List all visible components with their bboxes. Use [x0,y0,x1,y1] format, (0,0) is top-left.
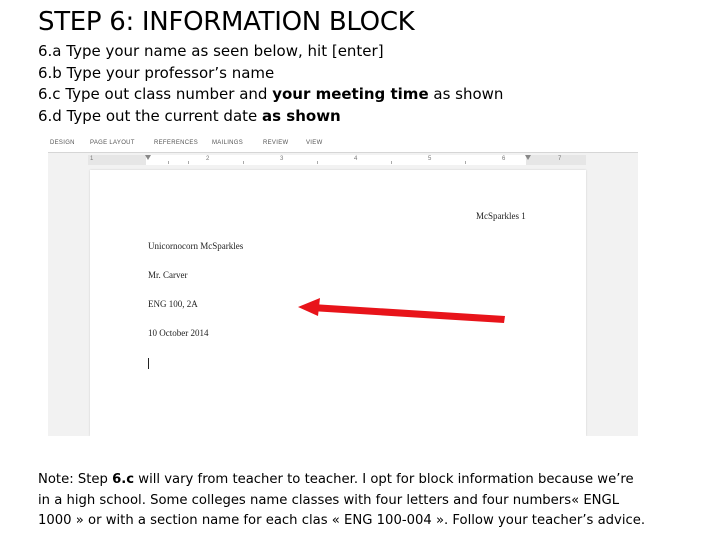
note-line-1 [38,470,718,491]
class-number-line: ENG 100, 2A [148,299,198,309]
ruler-tick [465,161,466,164]
ruler-tick [317,161,318,164]
red-arrow-icon [298,298,506,324]
note-line-3: 1000 » or with a section name for each clas « ENG 100-004 ». Follow your teacher’s advice. [38,513,646,528]
ruler-number: 7 [558,156,562,162]
word-screenshot [48,136,638,436]
date-line: 10 October 2014 [148,328,209,338]
ruler-number: 2 [206,156,210,162]
ruler-active-area [146,155,526,165]
note-step-ref: 6.c [112,472,135,487]
step-6d-text: 6.d Type out the current date [38,106,263,125]
step-6a: 6.a Type your name as seen below, hit [enter] [38,42,384,60]
ruler-number: 3 [280,156,284,162]
step-6d [38,106,638,128]
step-list [38,41,638,127]
text-cursor [148,358,149,369]
tab-view[interactable]: VIEW [306,140,323,146]
indent-marker-icon[interactable] [145,155,151,160]
professor-name-line: Mr. Carver [148,270,188,280]
ruler-tick [391,161,392,164]
note-paragraph [38,470,718,532]
tab-page-layout[interactable]: PAGE LAYOUT [90,140,135,146]
tab-mailings[interactable]: MAILINGS [212,140,244,146]
document-page[interactable] [90,170,586,436]
slide-title: STEP 6: INFORMATION BLOCK [38,7,415,37]
note-line-1-rest: will vary from teacher to teacher. I opt for block information because we’re [134,472,634,487]
ruler-number: 5 [428,156,432,162]
horizontal-ruler[interactable] [88,155,586,165]
ruler-tick [243,161,244,164]
right-indent-marker-icon[interactable] [525,155,531,160]
step-6d-emphasis: as shown [262,106,341,125]
note-line-2: in a high school. Some colleges name classes with four letters and four numbers« ENGL [38,492,620,508]
step-6c [38,84,638,106]
ribbon-tabs [48,136,638,153]
tab-design[interactable]: DESIGN [50,140,75,146]
ruler-number: 4 [354,156,358,162]
ruler-number: 1 [90,156,94,162]
note-prefix: Note: Step [38,472,113,487]
ruler-tick [188,161,189,164]
tab-review[interactable]: REVIEW [263,140,289,146]
step-6c-emphasis: your meeting time [272,85,429,103]
step-6c-suffix: as shown [428,85,504,103]
page-header: McSparkles 1 [476,211,526,221]
ruler-tick [168,161,169,164]
step-6c-text: 6.c Type out class number and [38,85,273,103]
step-6b: 6.b Type your professor’s name [38,63,275,82]
ruler-number: 6 [502,156,506,162]
student-name-line: Unicornocorn McSparkles [148,241,244,251]
tab-references[interactable]: REFERENCES [154,140,199,146]
